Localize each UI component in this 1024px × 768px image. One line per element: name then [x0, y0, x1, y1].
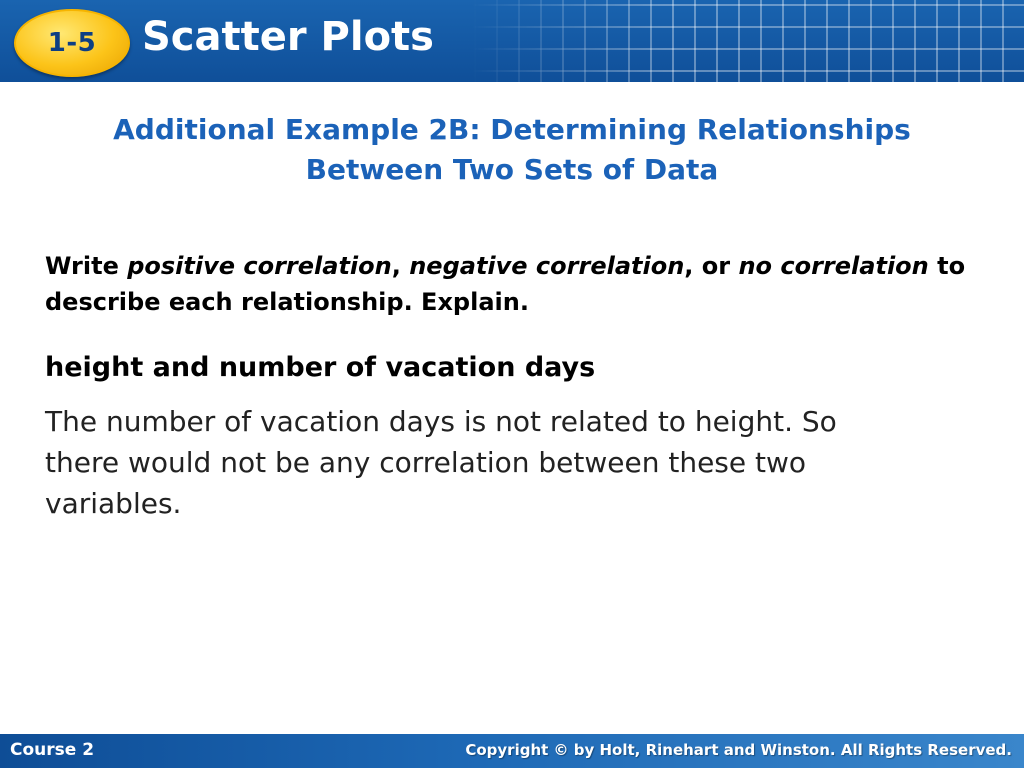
term-no-correlation: no correlation	[738, 252, 929, 280]
course-label: Course 2	[10, 740, 95, 760]
answer-explanation: The number of vacation days is not related to height. So there would not be any correlation between these two variables.	[45, 405, 837, 520]
instruction-write: Write	[45, 252, 128, 280]
page-title: Scatter Plots	[142, 14, 434, 60]
instruction-text	[45, 248, 990, 320]
footer-bar	[0, 734, 1024, 768]
example-heading-line-2: Between Two Sets of Data	[305, 153, 719, 186]
problem-prompt: height and number of vacation days	[45, 352, 596, 383]
instruction-comma: ,	[391, 252, 410, 280]
term-positive-correlation: positive correlation	[127, 252, 392, 280]
lesson-number: 1-5	[47, 28, 97, 58]
copyright-notice: Copyright © by Holt, Rinehart and Winston. All Rights Reserved.	[465, 741, 1012, 759]
term-negative-correlation: negative correlation	[409, 252, 685, 280]
example-heading-line-1: Additional Example 2B: Determining Relationships	[113, 113, 911, 146]
header-bar	[0, 0, 1024, 82]
instruction-or: , or	[684, 252, 739, 280]
header-grid-pattern	[470, 0, 1024, 82]
example-heading	[30, 110, 994, 190]
instruction-rest: to describe each relationship. Explain.	[45, 252, 966, 316]
lesson-badge	[14, 9, 130, 77]
